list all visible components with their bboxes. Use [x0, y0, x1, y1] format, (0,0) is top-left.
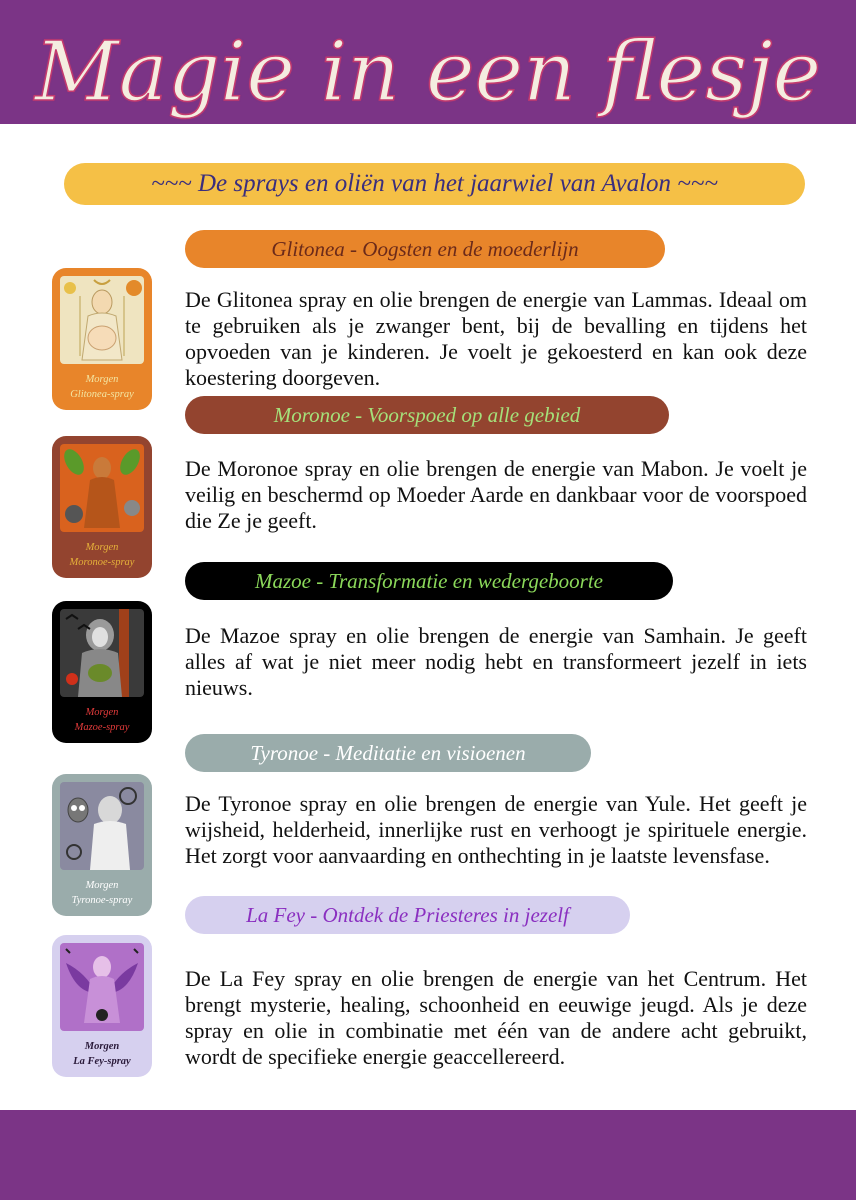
goddess-leaves-art-icon [60, 444, 144, 532]
card-product-name: Mazoe-spray [74, 722, 130, 733]
card-product-name: La Fey-spray [73, 1056, 131, 1067]
product-card-glitonea [52, 268, 152, 410]
product-card-tyronoe [52, 774, 152, 916]
section-text-glitonea: De Glitonea spray en olie brengen de energie van Lammas. Ideaal om te gebruiken als je zwanger bent, bij de bevalling en tijdens het opvoeden van je kinderen. Je voelt je gekoesterd en kan ook deze koestering doorgeven. [185, 287, 807, 390]
card-brand: Morgen [85, 880, 119, 891]
section-heading-mazoe: Mazoe - Transformatie en wedergeboorte [185, 562, 673, 600]
card-brand: Morgen [85, 374, 119, 385]
product-card-moronoe [52, 436, 152, 578]
goddess-owl-art-icon [60, 782, 144, 870]
footer-band [0, 1110, 856, 1200]
goddess-mother-art-icon [60, 276, 144, 364]
product-card-lafey [52, 935, 152, 1077]
section-heading-moronoe: Moronoe - Voorspoed op alle gebied [185, 396, 669, 434]
product-card-mazoe [52, 601, 152, 743]
goddess-crone-art-icon [60, 609, 144, 697]
section-text-moronoe: De Moronoe spray en olie brengen de energie van Mabon. Je voelt je veilig en beschermd op Moeder Aarde en dankbaar voor de voorspoed die Ze je geeft. [185, 456, 807, 533]
card-brand: Morgen [84, 1041, 120, 1052]
priestess-fairy-art-icon [60, 943, 144, 1031]
subtitle-banner: ~~~ De sprays en oliën van het jaarwiel van Avalon ~~~ [64, 163, 805, 205]
page-title: Magie in een flesje [34, 25, 822, 120]
card-brand: Morgen [85, 542, 119, 553]
card-product-name: Moronoe-spray [69, 557, 135, 568]
section-heading-lafey: La Fey - Ontdek de Priesteres in jezelf [185, 896, 630, 934]
section-heading-tyronoe: Tyronoe - Meditatie en visioenen [185, 734, 591, 772]
section-heading-glitonea: Glitonea - Oogsten en de moederlijn [185, 230, 665, 268]
card-product-name: Tyronoe-spray [71, 895, 133, 906]
section-text-mazoe: De Mazoe spray en olie brengen de energie van Samhain. Je geeft alles af wat je niet meer nodig hebt en transformeert jezelf in iets nieuws. [185, 623, 807, 700]
section-text-lafey: De La Fey spray en olie brengen de energie van het Centrum. Het brengt mysterie, healing, schoonheid en eeuwige jeugd. Als je deze spray en olie in combinatie met één van de andere acht gebruikt, wordt de specifieke energie geaccellereerd. [185, 966, 807, 1069]
section-text-tyronoe: De Tyronoe spray en olie brengen de energie van Yule. Het geeft je wijsheid, helderheid, innerlijke rust en verhoogt je spirituele energie. Het zorgt voor aanvaarding en onthechting in je laatste levensfase. [185, 791, 807, 868]
card-product-name: Glitonea-spray [70, 389, 134, 400]
card-brand: Morgen [85, 707, 119, 718]
